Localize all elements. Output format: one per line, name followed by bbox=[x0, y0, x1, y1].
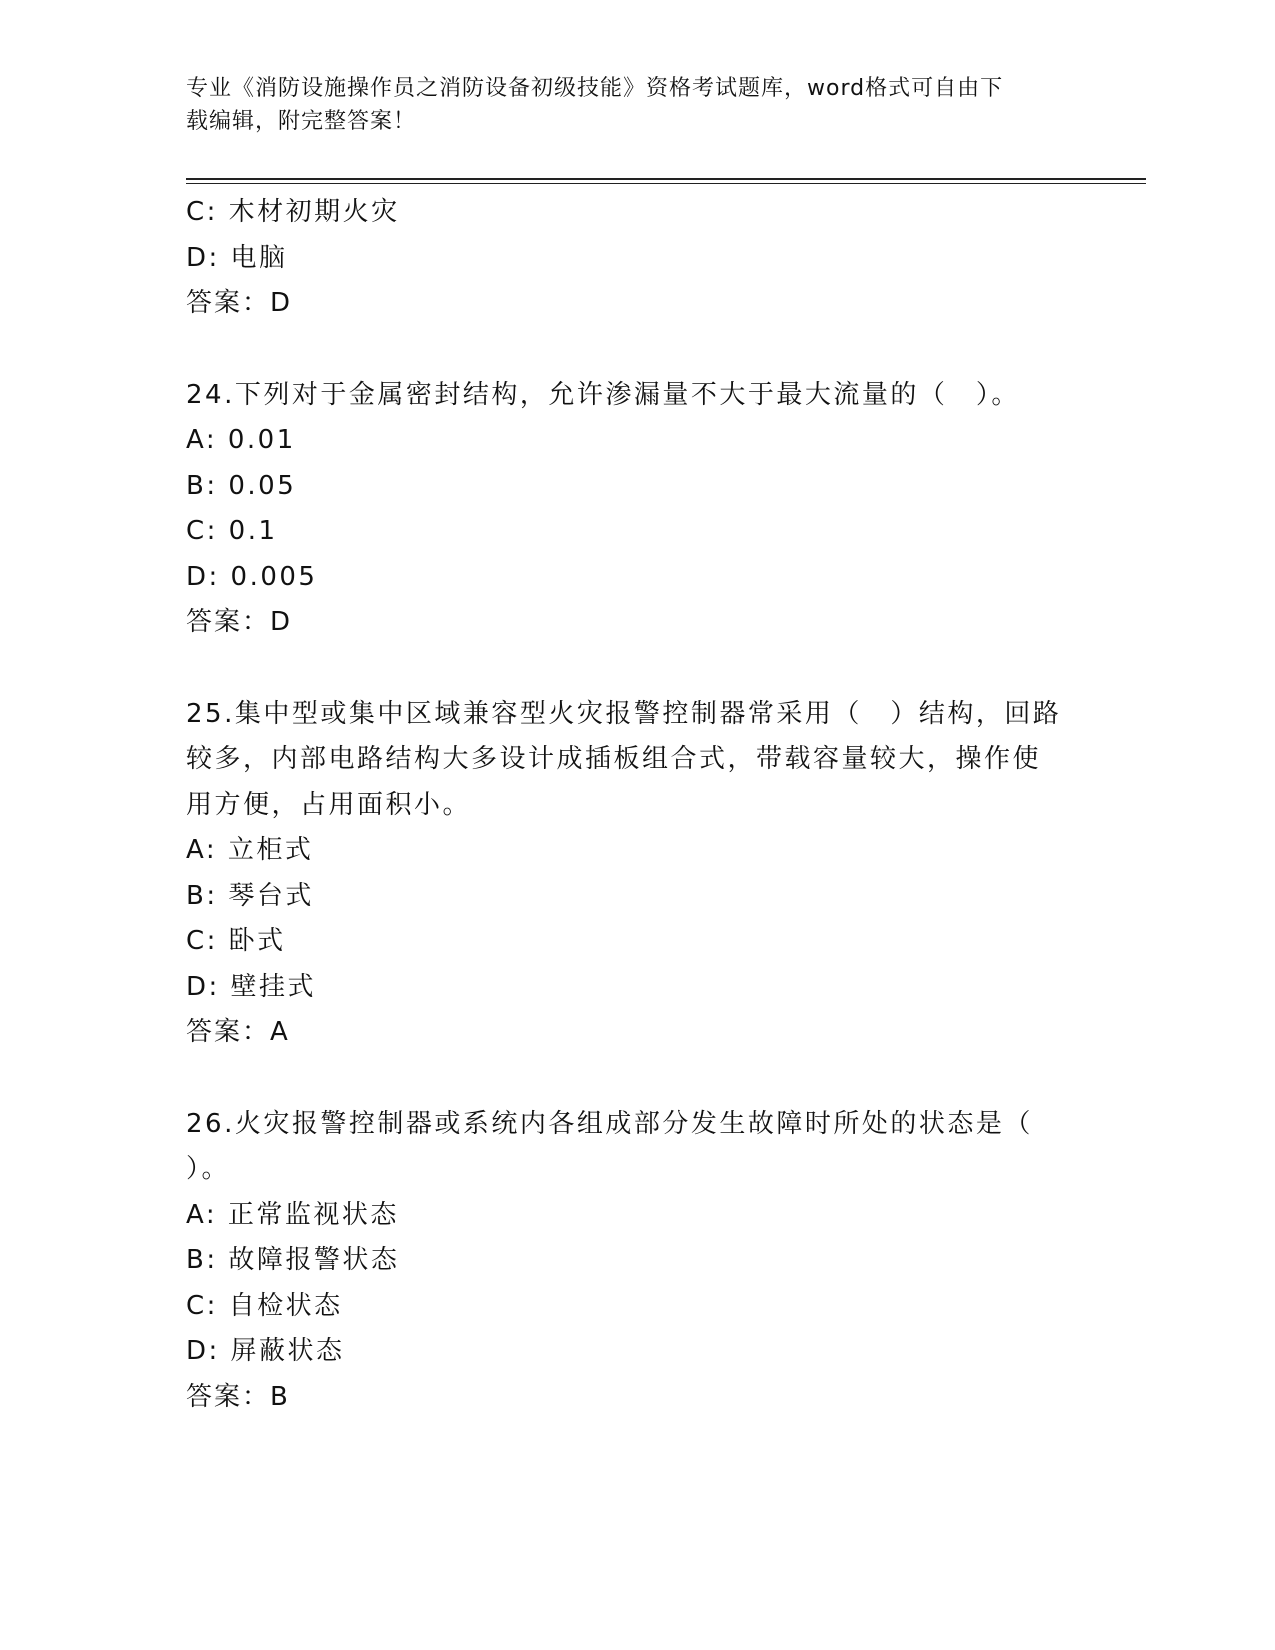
document-header bbox=[186, 72, 1066, 138]
question-stem-line: ）。 bbox=[186, 1154, 231, 1184]
question-stem-line: 24.下列对于金属密封结构，允许渗漏量不大于最大流量的（ ）。 bbox=[186, 379, 1020, 410]
option-a: A: 0.01 bbox=[186, 425, 296, 455]
option-a: A: 正常监视状态 bbox=[186, 1199, 399, 1230]
header-divider-thick bbox=[186, 178, 1146, 180]
carryover-question bbox=[186, 190, 1086, 327]
option-d: D: 电脑 bbox=[186, 242, 288, 273]
header-line-2: 载编辑，附完整答案！ bbox=[186, 109, 417, 134]
option-b: B: 琴台式 bbox=[186, 880, 314, 911]
question-26 bbox=[186, 1102, 1086, 1421]
option-c: C: 卧式 bbox=[186, 926, 286, 956]
option-d: D: 0.005 bbox=[186, 561, 318, 592]
option-a: A: 立柜式 bbox=[186, 835, 314, 865]
header-divider-thin bbox=[186, 183, 1146, 184]
answer: 答案：A bbox=[186, 1017, 290, 1047]
question-stem-line: 用方便，占用面积小。 bbox=[186, 789, 472, 820]
option-b: B: 0.05 bbox=[186, 470, 297, 501]
option-c: C: 自检状态 bbox=[186, 1290, 343, 1321]
answer: 答案：B bbox=[186, 1381, 290, 1412]
question-24 bbox=[186, 373, 1086, 646]
question-list bbox=[186, 190, 1086, 1420]
question-stem-line: 26.火灾报警控制器或系统内各组成部分发生故障时所处的状态是（ bbox=[186, 1108, 1033, 1139]
question-stem-line: 较多，内部电路结构大多设计成插板组合式，带载容量较大，操作使 bbox=[186, 744, 1042, 774]
option-d: D: 壁挂式 bbox=[186, 971, 317, 1002]
option-b: B: 故障报警状态 bbox=[186, 1245, 400, 1275]
question-stem-line: 25.集中型或集中区域兼容型火灾报警控制器常采用（ ）结构，回路 bbox=[186, 698, 1062, 729]
header-line-1: 专业《消防设施操作员之消防设备初级技能》资格考试题库，word格式可自由下 bbox=[186, 76, 1004, 101]
answer: 答案：D bbox=[186, 288, 293, 318]
option-d: D: 屏蔽状态 bbox=[186, 1336, 345, 1366]
option-c: C: 0.1 bbox=[186, 516, 278, 546]
option-c: C: 木材初期火灾 bbox=[186, 197, 400, 227]
question-25 bbox=[186, 692, 1086, 1056]
answer: 答案：D bbox=[186, 607, 293, 637]
